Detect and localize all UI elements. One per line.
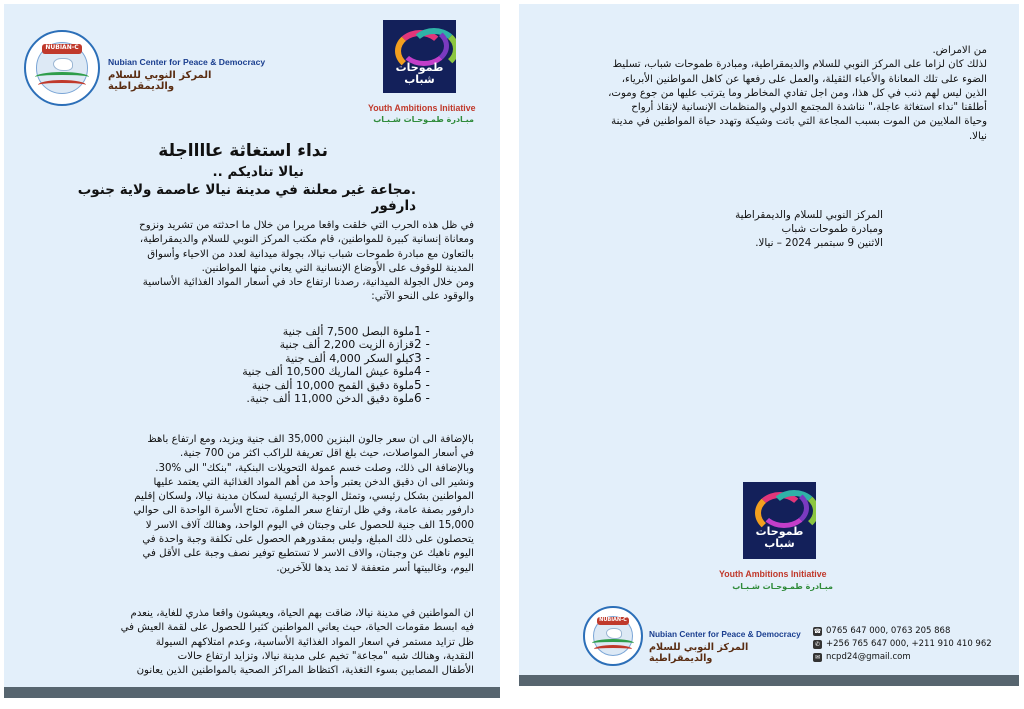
nubian-center-seal xyxy=(24,30,100,106)
seal-ribbon-text: NUBIAN-C xyxy=(599,616,627,623)
appeal-subtitle: نيالا تناديكم .. xyxy=(212,164,304,180)
list-item: ملوة دقيق القمح 10,000 ألف جنية 5 - xyxy=(251,377,430,392)
youth-ambitions-logo xyxy=(383,20,456,93)
price-list xyxy=(184,325,444,405)
email-icon: ✉ xyxy=(814,654,821,661)
appeal-title: نداء استغاثة عااااجلة xyxy=(158,141,328,161)
youth-ambitions-name-arabic: مبـادرة طمـوحـات شـبـاب xyxy=(373,115,474,124)
signature-block: المركز النوبي للسلام والديمقراطية ومبادرة طموحات شباب الاثنين 9 سبتمبر 2024 – نيالا. xyxy=(735,209,883,249)
body-paragraph: بالإضافة الى ان سعر جالون البنزين 35,000 الف جنية ويزيد، ومع ارتفاع باهظ في أسعار المواصلات، حيث بلغ اقل تعريفة للراكب اكثر من 700 جنية. وبالإضافة الى ذلك، وصلت خسم عمولة التحويلات البنكية، "بنكك" الى %30. ونشير الى ان دقيق الدخن يعتبر وأحد من أهم المواد الغذائية التي يعتمد عليها المواطنين بشكل رئيسي، وتمثل الوجبة الرئيسية لسكان مدينة نيالا، ولسكان إقليم دارفور بصفة عامة، وفي ظل ارتفاع سعر الملوة، تحتاج الأسرة الواحدة الى حوالي 15,000 الف جنية للحصول على وجبتان في اليوم الواحد، وهنالك آلاف الاسر لا يتحصلون على ذلك المبلغ، وليس بمقدورهم الحصول على تكلفة وجبة واحدة في اليوم ناهيك عن وجبتان، والاف الاسر لا تستطيع توفير نصف وجبة على الأقل في اليوم، وغالبيتها أسر متعففة لا تمد يدها للآخرين. xyxy=(133,434,474,574)
youth-ambitions-name-english: Youth Ambitions Initiative xyxy=(368,103,476,113)
phone-numbers-intl: +256 765 647 000, +211 910 410 962 xyxy=(826,639,992,649)
intro-paragraph: في ظل هذه الحرب التي خلقت واقعا مريرا من خلال ما احدثته من تشريد ونزوح ومعاناة إنسانية كبيرة للمواطنين، قام مكتب المركز النوبي للسلام والديمقراطية، بالتعاون مع مبادرة طموحات شباب نيالا، بجولة ميدانية لعدد من الاحياء وأسواق المدينة للوقوف على الأوضاع الإنسانية التي يعاني منها المواطنين. ومن خلال الجولة الميدانية، رصدنا ارتفاع حاد في أسعار المواد الغذائية الأساسية والوقود على النحو الآتي: xyxy=(139,220,474,303)
letter-page-2 xyxy=(519,4,1019,686)
org-name-english: Nubian Center for Peace & Democracy xyxy=(108,57,266,67)
youth-ambitions-logo-text: طموحات شباب xyxy=(395,61,444,86)
final-paragraph: ان المواطنين في مدينة نيالا، ضاقت بهم الحياة، ويعيشون واقعا مذري للغاية، ينعدم فيه ابسط مقومات الحياة، حيث يعاني المواطنين كثيرا للحصول على لقمة العيش في ظل تزايد مستمر في اسعار المواد الغذائية الأساسية، وعدم امتلاكهم السيولة النقدية، وهنالك شبه "مجاعة" تخيم على مدينة نيالا، وتزايد ارتفاع حالات الأطفال المصابين بسوء التغذية، اكتظاظ المراكز الصحية بالمواطنين الذين يعانون xyxy=(120,608,474,677)
continuation-paragraph: من الامراض. لذلك كان لزاما على المركز النوبي للسلام والديمقراطية، ومبادرة طموحات شباب، تسليط الضوء على تلك المعاناة والأعباء الثقيلة، والعمل على رفعها عن كاهل المواطنين الأبرياء، الذين ليس لهم ذنب في كل هذا، ومن اجل تفادي المخاطر وما يترتب عليها من جوع وموت، أطلقنا "نداء استغاثة عاجلة،" نناشدة المجتمع الدولي والمنظمات الإنسانية لإنقاذ أرواح وحياة الملايين من الموت بسبب المجاعة التي باتت وشيكة وتهدد حياة المواطنين في مدينة نيالا. xyxy=(608,45,987,142)
list-item: ملوة البصل 7,500 ألف جنية 1 - xyxy=(282,324,430,338)
org-name-arabic: المركز النوبي للسلام والديمقراطية xyxy=(649,642,749,664)
list-item: ملوة عيش الماريك 10,500 ألف جنية 4 - xyxy=(242,364,430,379)
list-item: قزازة الزيت 2,200 ألف جنية 2 - xyxy=(279,337,430,352)
org-name-english: Nubian Center for Peace & Democracy xyxy=(649,629,801,639)
phone-icon: ☎ xyxy=(813,628,822,635)
youth-ambitions-logo xyxy=(743,482,816,559)
nubian-center-seal xyxy=(583,606,643,666)
contact-details xyxy=(813,625,1013,664)
page-bottom-bar xyxy=(519,675,1019,686)
seal-ribbon-text: NUBIAN-C xyxy=(42,44,82,54)
appeal-headline: .مجاعة غير معلنة في مدينة نيالا عاصمة ولاية جنوب دارفور xyxy=(77,182,416,214)
org-name-arabic: المركز النوبي للسلام والديمقراطية xyxy=(108,70,212,92)
youth-ambitions-name-english: Youth Ambitions Initiative xyxy=(719,569,827,579)
page-bottom-bar xyxy=(4,687,500,698)
whatsapp-icon: ✆ xyxy=(814,641,821,648)
letter-page-1 xyxy=(4,4,500,698)
youth-ambitions-logo-text: طموحات شباب xyxy=(755,525,804,550)
youth-ambitions-name-arabic: مبـادرة طمـوحـات شـبـاب xyxy=(732,582,833,591)
email-address: ncpd24@gmail.com xyxy=(826,652,911,662)
list-item: كيلو السكر 4,000 ألف جنية 3 - xyxy=(285,350,430,365)
list-item: ملوة دقيق الدخن 11,000 ألف جنية. 6 - xyxy=(246,391,430,406)
phone-numbers-local: 0765 647 000, 0763 205 868 xyxy=(826,626,951,636)
